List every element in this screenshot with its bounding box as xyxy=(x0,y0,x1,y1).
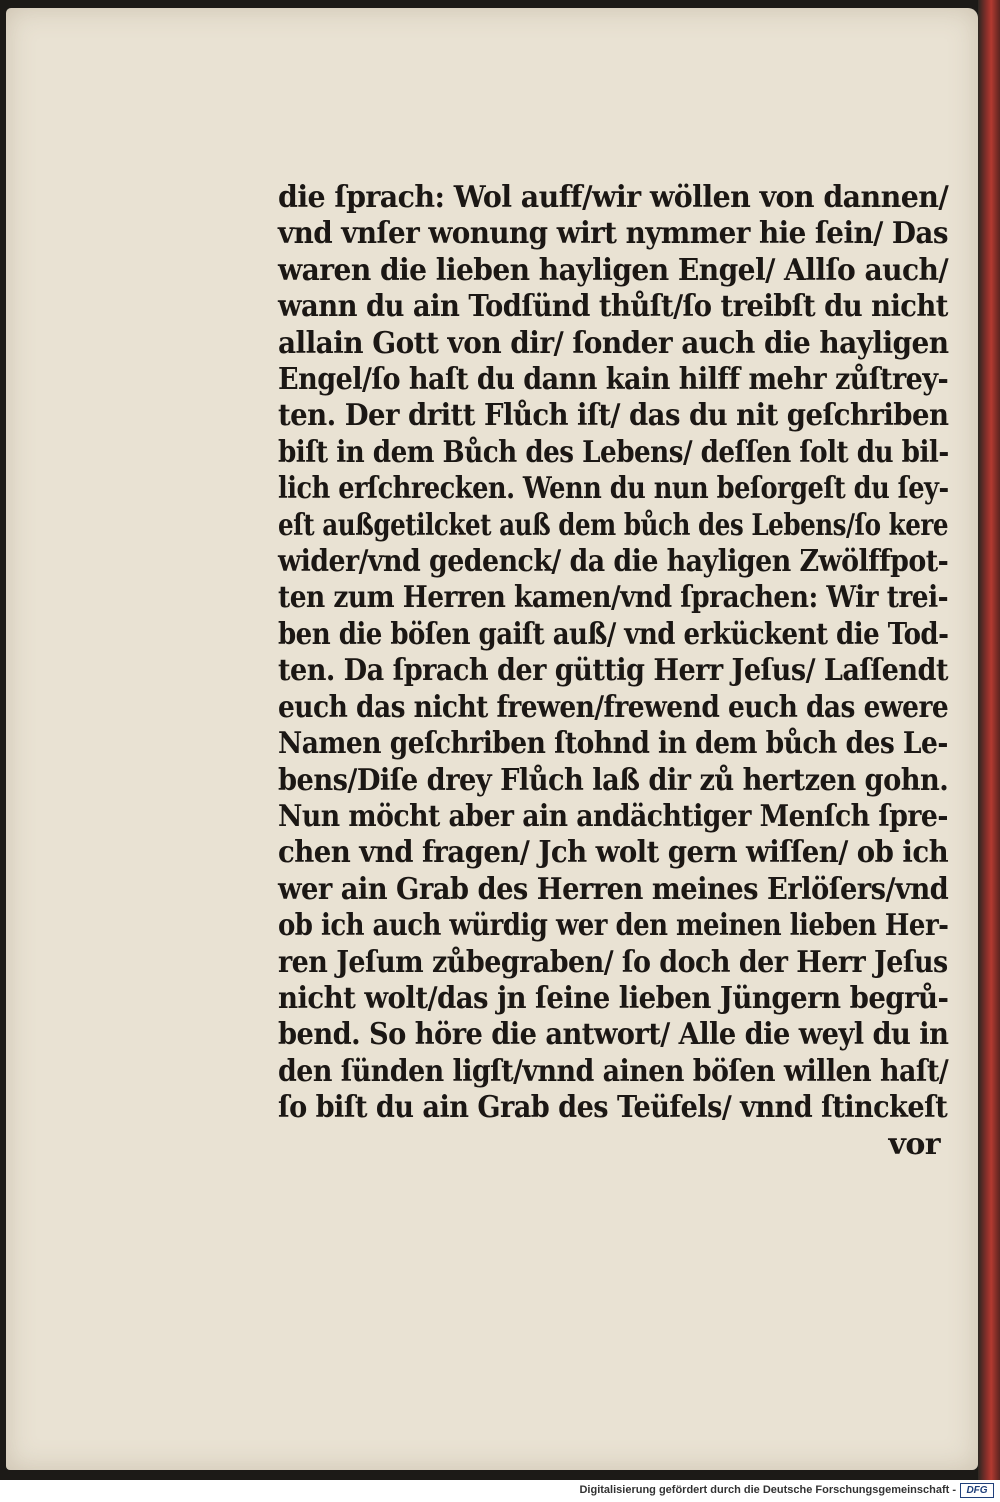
text-line: eſt außgetilcket auß dem bůch des Lebens/ſo kere xyxy=(278,507,949,543)
text-line: chen vnd fragen/ Jch wolt gern wiſſen/ ob ich xyxy=(278,835,949,871)
book-edge xyxy=(978,0,1000,1480)
text-line: allain Gott von dir/ ſonder auch die hayligen xyxy=(278,325,949,361)
text-line: biſt in dem Bůch des Lebens/ deſſen ſolt du bil- xyxy=(278,434,949,470)
text-line: Nun möcht aber ain andächtiger Menſch ſpre- xyxy=(278,798,948,834)
funding-notice: Digitalisierung gefördert durch die Deutsche Forschungsgemeinschaft - xyxy=(579,1484,956,1496)
text-line: Engel/ſo haſt du dann kain hilff mehr zůſtrey- xyxy=(278,362,949,398)
text-line: ten. Da ſprach der güttig Herr Jeſus/ Laſſendt xyxy=(278,653,948,689)
text-line: vnd vnſer wonung wirt nymmer hie ſein/ Das xyxy=(278,216,948,252)
catchword: vor xyxy=(888,1126,940,1162)
text-line: wider/vnd gedenck/ da die hayligen Zwölffpot- xyxy=(278,544,949,580)
dfg-logo: DFG xyxy=(960,1483,994,1498)
text-line: ren Jeſum zůbegraben/ ſo doch der Herr Jeſus xyxy=(278,944,948,980)
text-line: wer ain Grab des Herren meines Erlöſers/vnd xyxy=(278,871,949,907)
text-line: wann du ain Todſünd thůſt/ſo treibſt du nicht xyxy=(278,289,948,325)
text-line: bens/Diſe drey Flůch laß dir zů hertzen gohn. xyxy=(278,762,949,798)
text-line: den ſünden ligſt/vnnd ainen böſen willen haſt/ xyxy=(278,1053,949,1089)
text-line: die ſprach: Wol auff/wir wöllen von dannen/ xyxy=(278,180,949,215)
text-line: nicht wolt/das jn ſeine lieben Jüngern begrů- xyxy=(278,980,949,1016)
text-line: ſo biſt du ain Grab des Teüfels/ vnnd ſtinckeſt xyxy=(278,1090,948,1126)
text-line: ten. Der dritt Flůch iſt/ das du nit geſchriben xyxy=(278,398,949,434)
text-line: waren die lieben hayligen Engel/ Allſo auch/ xyxy=(278,252,949,288)
text-line: Namen geſchriben ſtohnd in dem bůch des Le- xyxy=(278,726,948,762)
footer-bar xyxy=(0,1480,1000,1502)
book-page xyxy=(6,8,978,1470)
text-line: euch das nicht frewen/frewend euch das ewere xyxy=(278,689,949,725)
text-line: bend. So höre die antwort/ Alle die weyl du in xyxy=(278,1017,949,1053)
text-line: lich erſchrecken. Wenn du nun beſorgeſt du ſey- xyxy=(278,471,949,507)
text-line: ob ich auch würdig wer den meinen lieben Her- xyxy=(278,908,949,944)
text-line: ten zum Herren kamen/vnd ſprachen: Wir trei- xyxy=(278,580,949,616)
text-line: ben die böſen gaiſt auß/ vnd erkückent die Tod- xyxy=(278,616,949,652)
page-text xyxy=(278,180,948,1163)
